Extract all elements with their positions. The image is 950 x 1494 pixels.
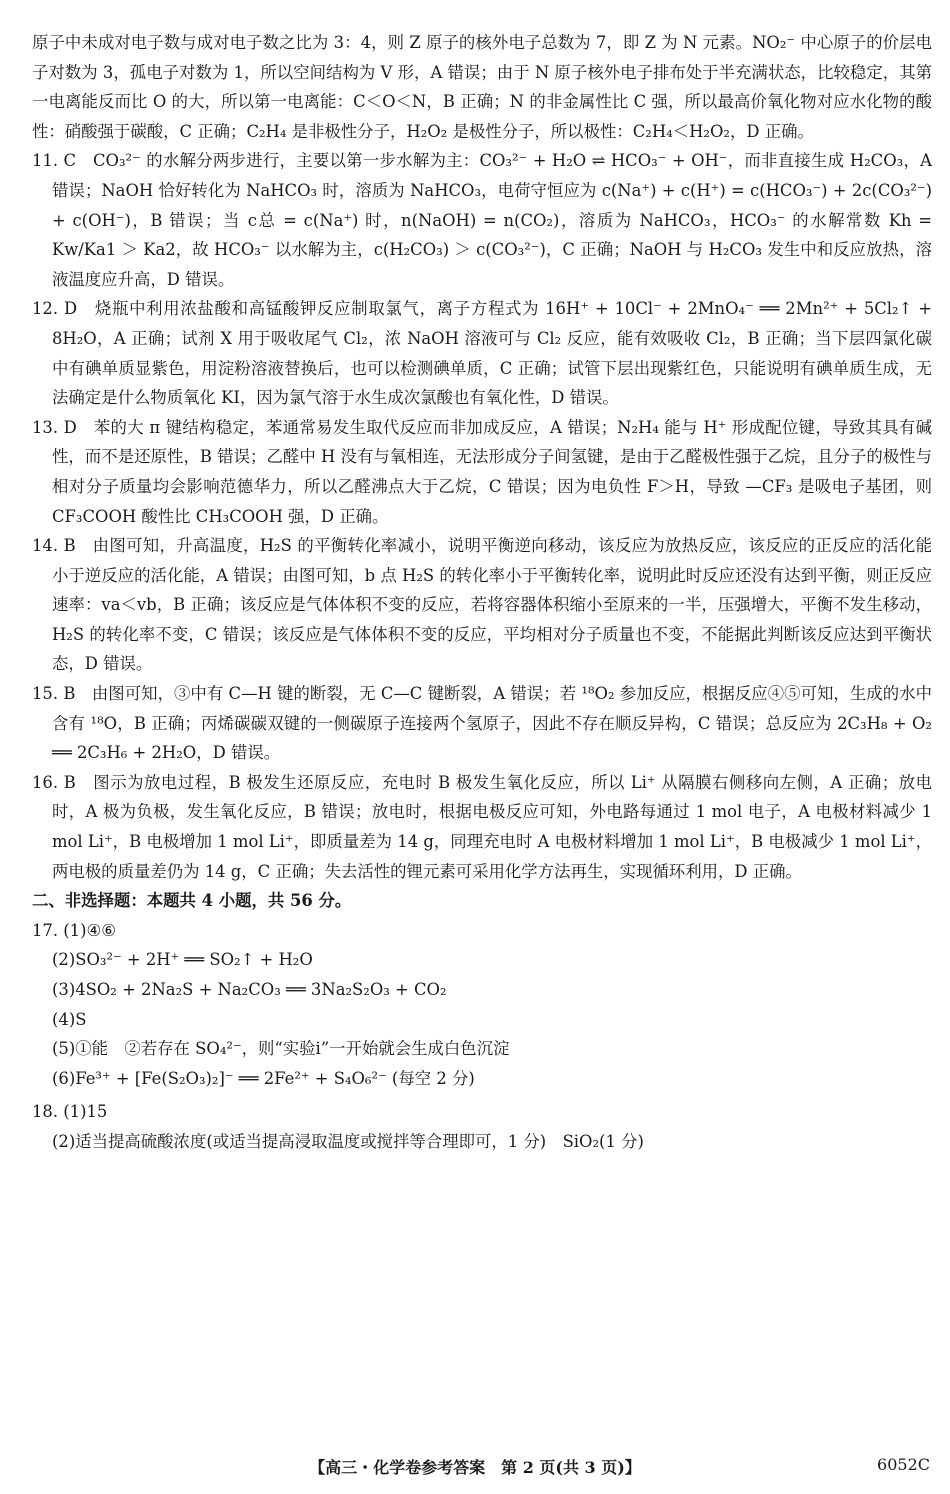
answer-q17-part3: (3)4SO₂ + 2Na₂S + Na₂CO₃ ══ 3Na₂S₂O₃ + CO₂ [52, 980, 447, 999]
answer-q10-continuation: 原子中未成对电子数与成对电子数之比为 3：4，则 Z 原子的核外电子总数为 7，即 Z 为 N 元素。NO₂⁻ 中心原子的价层电子对数为 3，孤电子对数为 1，所以空间结构为 V 形，A 错误；由于 N 原子核外电子排布处于半充满状态，比较稳定，其第一电离能反而比 O 的大，所以第一电离能：C＜O＜N，B 正确；N 的非金属性比 C 强，所以最高价氧化物对应水化物的酸性：硝酸强于碳酸，C 正确；C₂H₄ 是非极性分子，H₂O₂ 是极性分子，所以极性：C₂H₄＜H₂O₂，D 正确。 [32, 33, 932, 141]
footer-code: 6052C [877, 1455, 930, 1474]
answer-q16: 16. B 图示为放电过程，B 极发生还原反应，充电时 B 极发生氧化反应，所以 Li⁺ 从隔膜右侧移向左侧，A 正确；放电时，A 极为负极，发生氧化反应，B 错误；放电时，根据电极反应可知，外电路每通过 1 mol 电子，A 电极材料减少 1 mol Li⁺，B 电极增加 1 mol Li⁺，即质量差为 14 g，同理充电时 A 电极材料增加 1 mol Li⁺，B 电极减少 1 mol Li⁺，两电极的质量差仍为 14 g，C 正确；失去活性的锂元素可采用化学方法再生，实现循环利用，D 正确。 [32, 772, 932, 881]
answer-content [32, 28, 932, 1157]
section-heading: 二、非选择题：本题共 4 小题，共 56 分。 [32, 891, 352, 911]
answer-q11: 11. C CO₃²⁻ 的水解分两步进行，主要以第一步水解为主：CO₃²⁻ + H₂O ⇌ HCO₃⁻ + OH⁻，而非直接生成 H₂CO₃，A 错误；NaOH 恰好转化为 NaHCO₃ 时，溶质为 NaHCO₃，电荷守恒应为 c(Na⁺) + c(H⁺) = c(HCO₃⁻) + 2c(CO₃²⁻) + c(OH⁻)，B 错误；当 c总 = c(Na⁺) 时，n(NaOH) = n(CO₂)，溶质为 NaHCO₃，HCO₃⁻ 的水解常数 Kh = Kw/Ka1 ＞ Ka2，故 HCO₃⁻ 以水解为主，c(H₂CO₃) ＞ c(CO₃²⁻)，C 正确；NaOH 与 H₂CO₃ 发生中和反应放热，溶液温度应升高，D 错误。 [32, 151, 932, 289]
answer-q17-part6: (6)Fe³⁺ + [Fe(S₂O₃)₂]⁻ ══ 2Fe²⁺ + S₄O₆²⁻ (每空 2 分) [52, 1068, 475, 1088]
answer-q15: 15. B 由图可知，③中有 C—H 键的断裂，无 C—C 键断裂，A 错误；若 ¹⁸O₂ 参加反应，根据反应④⑤可知，生成的水中含有 ¹⁸O，B 正确；丙烯碳碳双键的一侧碳原子连接两个氢原子，因此不存在顺反异构，C 错误；总反应为 2C₃H₈ + O₂ ══ 2C₃H₆ + 2H₂O，D 错误。 [32, 684, 932, 763]
answer-q17-part4: (4)S [52, 1009, 87, 1029]
answer-q18-part1: 18. (1)15 [32, 1102, 108, 1122]
answer-q14: 14. B 由图可知，升高温度，H₂S 的平衡转化率减小，说明平衡逆向移动，该反应为放热反应，该反应的正反应的活化能小于逆反应的活化能，A 错误；由图可知，b 点 H₂S 的转化率小于平衡转化率，说明此时反应还没有达到平衡，则正反应速率：va＜vb，B 正确；该反应是气体体积不变的反应，若将容器体积缩小至原来的一半，压强增大，平衡不发生移动，H₂S 的转化率不变，C 错误；该反应是气体体积不变的反应，平均相对分子质量也不变，不能据此判断该反应达到平衡状态，D 错误。 [32, 536, 932, 674]
answer-q12: 12. D 烧瓶中利用浓盐酸和高锰酸钾反应制取氯气，离子方程式为 16H⁺ + 10Cl⁻ + 2MnO₄⁻ ══ 2Mn²⁺ + 5Cl₂↑ + 8H₂O，A 正确；试剂 X 用于吸收尾气 Cl₂，浓 NaOH 溶液可与 Cl₂ 反应，能有效吸收 Cl₂，B 正确；当下层四氯化碳中有碘单质显紫色，用淀粉溶液替换后，也可以检测碘单质，C 正确；试管下层出现紫红色，只能说明有碘单质生成，无法确定是什么物质氧化 KI，因为氯气溶于水生成次氯酸也有氧化性，D 错误。 [32, 299, 932, 408]
answer-q17-part2: (2)SO₃²⁻ + 2H⁺ ══ SO₂↑ + H₂O [52, 950, 313, 970]
answer-q17-part1: 17. (1)④⑥ [32, 920, 116, 940]
answer-q18-part2: (2)适当提高硫酸浓度(或适当提高浸取温度或搅拌等合理即可，1 分) SiO₂(1 分) [52, 1131, 644, 1151]
footer-title: 【高三・化学卷参考答案 第 2 页(共 3 页)】 [309, 1458, 641, 1477]
answer-q13: 13. D 苯的大 π 键结构稳定，苯通常易发生取代反应而非加成反应，A 错误；N₂H₄ 能与 H⁺ 形成配位键，导致其具有碱性，而不是还原性，B 错误；乙醛中 H 没有与氧相连，无法形成分子间氢键，是由于乙醛极性强于乙烷，且分子的极性与相对分子质量均会影响范德华力，所以乙醛沸点大于乙烷，C 错误；因为电负性 F＞H，导致 —CF₃ 是吸电子基团，则 CF₃COOH 酸性比 CH₃COOH 强，D 正确。 [32, 417, 932, 526]
page-footer [0, 1455, 950, 1485]
answer-q17-part5: (5)①能 ②若存在 SO₄²⁻，则“实验ⅰ”一开始就会生成白色沉淀 [52, 1039, 510, 1059]
